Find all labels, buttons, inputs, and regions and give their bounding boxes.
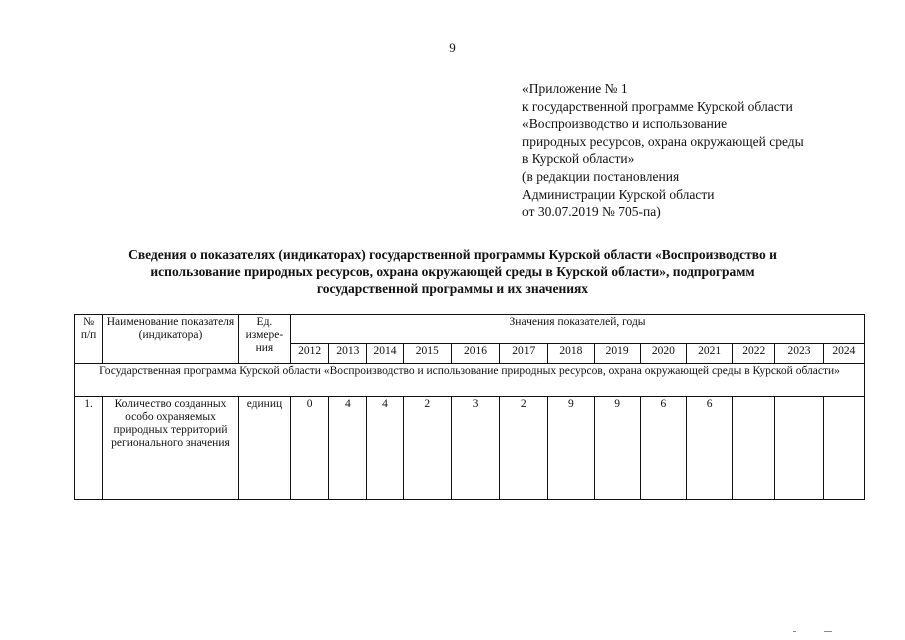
appendix-line: (в редакции постановления (522, 168, 680, 184)
title-line: использование природных ресурсов, охрана окружающей среды в Курской области», подпрограмм (150, 264, 755, 279)
row-value: 2 (403, 397, 451, 500)
header-year: 2024 (823, 344, 864, 364)
header-year: 2013 (329, 344, 367, 364)
header-year: 2016 (451, 344, 499, 364)
section-title: Государственная программа Курской области «Воспроизводство и использование природных ресурсов, охрана окружающей среды в Курской области» (75, 364, 865, 397)
scan-speck (793, 631, 796, 632)
header-year: 2022 (733, 344, 775, 364)
row-value: 0 (291, 397, 329, 500)
document-title (60, 246, 845, 297)
row-value: 2 (500, 397, 548, 500)
row-value: 6 (640, 397, 686, 500)
title-line: Сведения о показателях (индикаторах) государственной программы Курской области «Воспроизводство и (128, 247, 777, 262)
header-row (75, 315, 865, 344)
appendix-line: в Курской области» (522, 151, 635, 167)
header-year: 2020 (640, 344, 686, 364)
row-unit: единиц (238, 397, 290, 500)
row-value: 4 (367, 397, 403, 500)
appendix-line: природных ресурсов, охрана окружающей среды (522, 133, 804, 149)
row-number: 1. (75, 397, 103, 500)
row-value: 6 (686, 397, 732, 500)
row-value: 3 (451, 397, 499, 500)
header-name: Наименование показателя (индикатора) (103, 315, 239, 364)
row-value: 9 (594, 397, 640, 500)
row-value: 9 (548, 397, 594, 500)
row-value (733, 397, 775, 500)
header-year: 2015 (403, 344, 451, 364)
header-unit: Ед. измере-ния (238, 315, 290, 364)
table-row (75, 397, 865, 500)
row-value (823, 397, 864, 500)
scan-speck (824, 631, 832, 632)
appendix-line: Администрации Курской области (522, 186, 715, 202)
header-year: 2021 (686, 344, 732, 364)
appendix-line: к государственной программе Курской области (522, 98, 793, 114)
appendix-line: от 30.07.2019 № 705-па) (522, 204, 661, 220)
page-number: 9 (449, 40, 456, 55)
row-indicator-name: Количество созданных особо охраняемых природных территорий регионального значения (103, 397, 239, 500)
section-row (75, 364, 865, 397)
appendix-note (522, 80, 804, 221)
header-year: 2014 (367, 344, 403, 364)
title-line: государственной программы и их значениях (316, 281, 589, 296)
appendix-line: «Воспроизводство и использование (522, 116, 728, 132)
header-year: 2017 (500, 344, 548, 364)
header-year: 2012 (291, 344, 329, 364)
header-year: 2019 (594, 344, 640, 364)
header-year: 2018 (548, 344, 594, 364)
row-value: 4 (329, 397, 367, 500)
header-number: № п/п (75, 315, 103, 364)
header-values-group: Значения показателей, годы (291, 315, 865, 344)
header-year: 2023 (775, 344, 823, 364)
indicators-table (74, 314, 865, 500)
row-value (775, 397, 823, 500)
appendix-line: «Приложение № 1 (522, 81, 628, 96)
